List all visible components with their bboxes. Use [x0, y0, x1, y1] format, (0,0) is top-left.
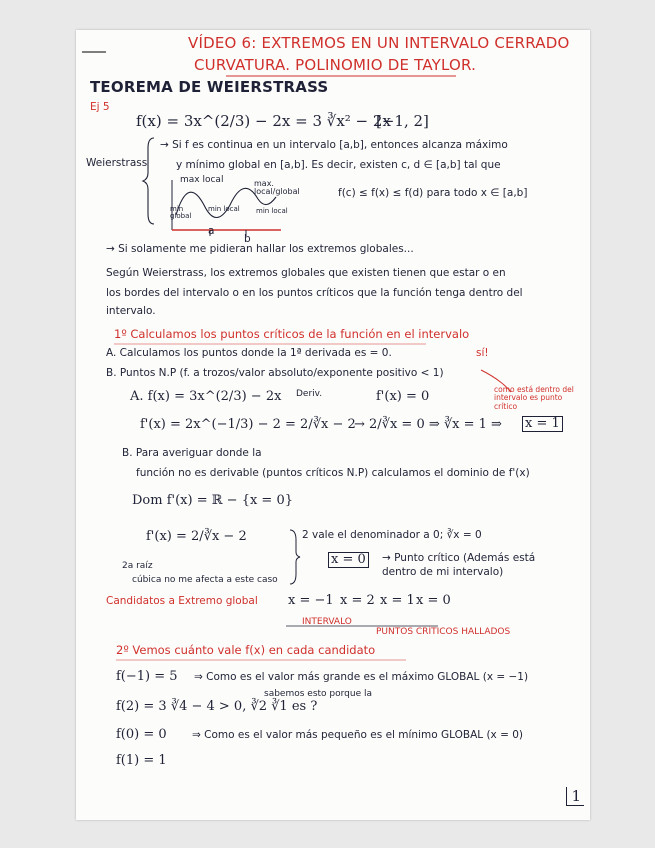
- title-line-1: VÍDEO 6: EXTREMOS EN UN INTERVALO CERRADO: [188, 34, 570, 52]
- step1-a-result: x = 1: [522, 416, 563, 432]
- step2-line-1-note: ⇒ Como es el valor más grande es el máximo GLOBAL (x = −1): [194, 671, 529, 683]
- step1-a-text: A. Calculamos los puntos donde la 1ª derivada es = 0.: [106, 347, 392, 359]
- note-line-4: intervalo.: [106, 305, 156, 317]
- notebook-page: [76, 30, 590, 820]
- candidate-x-2: x = 2: [340, 593, 375, 608]
- step2-line-3-note: ⇒ Como es el valor más pequeño es el mínimo GLOBAL (x = 0): [192, 729, 524, 741]
- step1-a-note: como está dentro del intervalo es punto crítico: [494, 385, 574, 411]
- note-line-1: → Si solamente me pidieran hallar los extremos globales...: [106, 243, 414, 255]
- step1-si-note: sí!: [476, 347, 489, 359]
- graph-label-max-global: max. local/global: [254, 179, 300, 197]
- section-heading: TEOREMA DE WEIERSTRASS: [90, 78, 329, 96]
- step1-b-line-2: función no es derivable (puntos críticos N.P) calculamos el dominio de f'(x): [136, 467, 530, 479]
- note-line-3: los bordes del intervalo o en los puntos críticos que la función tenga dentro del: [106, 287, 523, 299]
- step1-a-eq1-right: f'(x) = 0: [376, 389, 430, 404]
- title-line-2: CURVATURA. POLINOMIO DE TAYLOR.: [194, 56, 477, 74]
- example-label: Ej 5: [90, 101, 110, 113]
- example-function: f(x) = 3x^(2/3) − 2x = 3 ∛x² − 2x: [136, 112, 391, 130]
- step1-b-text: B. Puntos N.P (f. a trozos/valor absoluto/exponente positivo < 1): [106, 367, 444, 379]
- graph-label-min-global: min global: [170, 205, 192, 221]
- note-line-2: Según Weierstrass, los extremos globales que existen tienen que estar o en: [106, 267, 506, 279]
- example-interval: [−1, 2]: [376, 112, 429, 130]
- step1-a-eq2-right: → 2/∛x = 0 ⇒ ∛x = 1 ⇒: [354, 417, 502, 432]
- step2-line-2-note: sabemos esto porque la: [264, 689, 372, 699]
- step1-b-eq: f'(x) = 2/∛x − 2: [146, 529, 247, 544]
- step1-b-line-1: B. Para averiguar donde la: [122, 447, 262, 459]
- weierstrass-side-label: Weierstrass: [86, 157, 148, 169]
- step2-line-4: f(1) = 1: [116, 753, 167, 768]
- root-note-1: 2a raíz: [122, 561, 153, 571]
- weierstrass-line-1: → Si f es continua en un intervalo [a,b], entonces alcanza máximo: [160, 139, 508, 151]
- step1-b-result: x = 0: [328, 552, 369, 568]
- step1-dom: Dom f'(x) = ℝ − {x = 0}: [132, 493, 293, 508]
- root-note-2: cúbica no me afecta a este caso: [132, 575, 278, 585]
- step2-line-3: f(0) = 0: [116, 727, 167, 742]
- graph-label-min-local-2: min local: [256, 207, 288, 215]
- step1-b-eq-note: 2 vale el denominador a 0; ∛x = 0: [302, 529, 482, 541]
- step1-a-eq1: A. f(x) = 3x^(2/3) − 2x: [130, 389, 282, 404]
- candidates-under-interval: INTERVALO: [302, 617, 352, 627]
- candidates-label: Candidatos a Extremo global: [106, 595, 258, 607]
- candidates-under-critical: PUNTOS CRÍTICOS HALLADOS: [376, 627, 511, 637]
- graph-label-min-local-1: min local: [208, 205, 240, 213]
- step1-a-arrow: Deriv.: [296, 389, 323, 399]
- page-number: 1: [566, 787, 584, 806]
- step1-heading: 1º Calculamos los puntos críticos de la función en el intervalo: [114, 327, 470, 341]
- step1-a-eq2: f'(x) = 2x^(−1/3) − 2 = 2/∛x − 2: [140, 417, 356, 432]
- candidate-x-1: x = 1: [380, 593, 415, 608]
- step1-b-result-note: → Punto crítico (Además está dentro de mi intervalo): [382, 552, 536, 578]
- candidate-x-minus-1: x = −1: [288, 593, 334, 608]
- step2-line-2: f(2) = 3 ∛4 − 4 > 0, ∛2 ∛1 es ?: [116, 699, 318, 714]
- graph-label-a: a: [208, 225, 215, 237]
- step2-heading: 2º Vemos cuánto vale f(x) en cada candidato: [116, 643, 376, 657]
- graph-label-max-local: max local: [180, 175, 224, 185]
- step2-line-1: f(−1) = 5: [116, 669, 178, 684]
- weierstrass-inequality: f(c) ≤ f(x) ≤ f(d) para todo x ∈ [a,b]: [338, 187, 528, 199]
- graph-label-b: b: [244, 233, 251, 245]
- candidate-x-0: x = 0: [416, 593, 451, 608]
- weierstrass-line-2: y mínimo global en [a,b]. Es decir, existen c, d ∈ [a,b] tal que: [176, 159, 501, 171]
